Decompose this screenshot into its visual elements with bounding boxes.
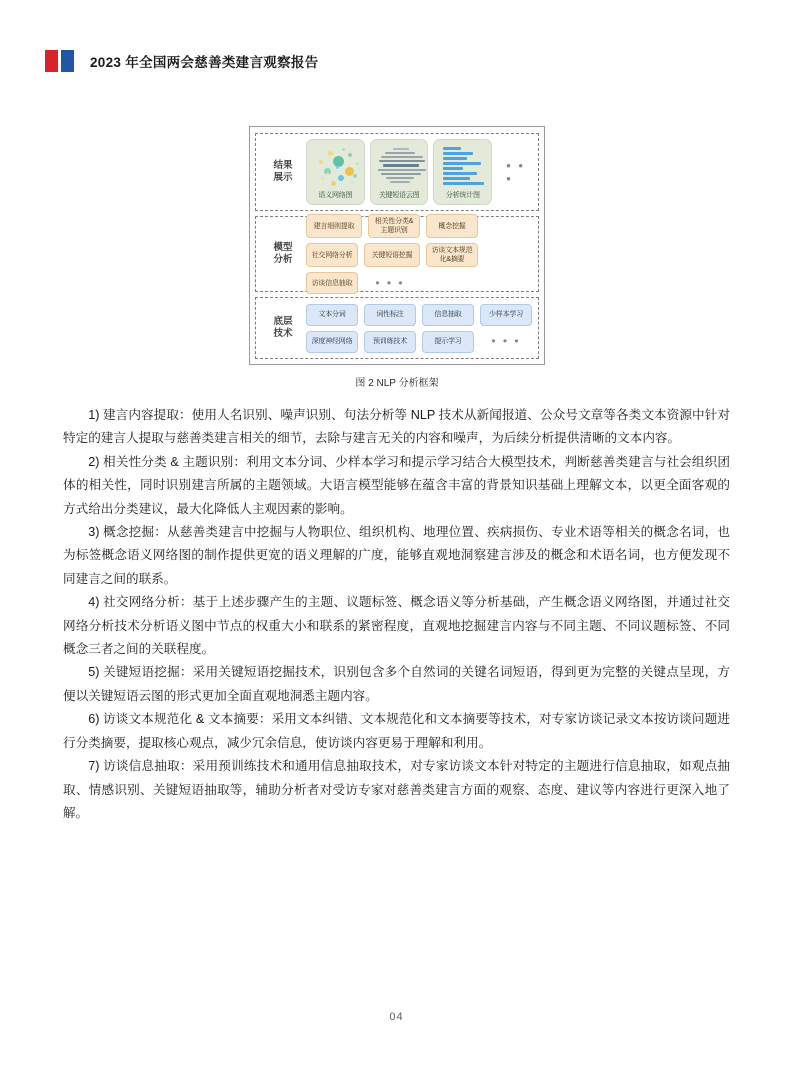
header-title: 2023 年全国两会慈善类建言观察报告 bbox=[90, 55, 319, 70]
technology-chip: 信息抽取 bbox=[422, 304, 474, 326]
model-chip: 关键短语挖掘 bbox=[364, 243, 420, 267]
body-paragraph: 1) 建言内容提取：使用人名识别、噪声识别、句法分析等 NLP 技术从新闻报道、公众号文章等各类文本资源中针对特定的建言人提取与慈善类建言相关的细节，去除与建言无关的内容和噪声，为后续分析提供清晰的文本内容。 bbox=[63, 408, 730, 446]
technology-chip: 文本分词 bbox=[306, 304, 358, 326]
figure-section-technology-label bbox=[260, 316, 306, 340]
thumbnail-semantic-network-caption: 语义网络图 bbox=[318, 192, 353, 199]
semantic-network-icon bbox=[307, 143, 364, 190]
thumbnail-bar-chart-caption: 分析统计图 bbox=[445, 192, 480, 199]
figure-section-model-label-line1: 模型 bbox=[273, 242, 293, 253]
model-chip: 相关性分类& 主题识别 bbox=[368, 214, 420, 238]
technology-chip: 深度神经网络 bbox=[306, 331, 358, 353]
thumbnail-word-cloud-caption: 关键短语云图 bbox=[378, 192, 420, 199]
thumbnail-bar-chart bbox=[433, 139, 492, 205]
figure-frame bbox=[249, 126, 545, 365]
figure-section-results-label bbox=[260, 160, 306, 184]
body-paragraph: 3) 概念挖掘：从慈善类建言中挖掘与人物职位、组织机构、地理位置、疾病损伤、专业术语等相关的概念名词，也为标签概念语义网络图的制作提供更宽的语义理解的广度，能够直观地洞察建言涉及的概念和术语名词，也方便发现不同建言之间的联系。 bbox=[63, 525, 730, 586]
logo-bar-red-icon bbox=[45, 50, 58, 72]
technology-chip: 预训练技术 bbox=[364, 331, 416, 353]
logo-bar-blue-icon bbox=[61, 50, 74, 72]
technology-chip-ellipsis: • • • bbox=[491, 334, 521, 348]
body-paragraph: 5) 关键短语挖掘：采用关键短语挖掘技术，识别包含多个自然词的关键名词短语，得到更为完整的关键点呈现，方便以关键短语云图的形式更加全面直观地洞悉主题内容。 bbox=[63, 665, 730, 703]
results-ellipsis: • • • bbox=[506, 158, 525, 186]
figure-section-model-label-line2: 分析 bbox=[273, 254, 293, 265]
technology-chip: 提示学习 bbox=[422, 331, 474, 353]
figure-section-technology-label-line2: 技术 bbox=[273, 328, 293, 339]
model-chip-grid bbox=[306, 214, 534, 294]
figure-section-results bbox=[255, 133, 539, 211]
page-header bbox=[45, 47, 318, 75]
figure-section-technology-label-line1: 底层 bbox=[273, 316, 293, 327]
page-number: 04 bbox=[389, 1011, 404, 1023]
figure-section-results-body bbox=[306, 139, 534, 205]
thumbnail-semantic-network bbox=[306, 139, 365, 205]
body-paragraph: 6) 访谈文本规范化 & 文本摘要：采用文本纠错、文本规范化和文本摘要等技术，对专家访谈记录文本按访谈问题进行分类摘要，提取核心观点，减少冗余信息，使访谈内容更易于理解和利用。 bbox=[63, 712, 730, 750]
bar-chart-icon bbox=[434, 143, 491, 190]
figure-caption: 图 2 NLP 分析框架 bbox=[355, 378, 439, 389]
figure-nlp-framework bbox=[249, 126, 545, 389]
figure-section-technology bbox=[255, 297, 539, 359]
thumbnail-word-cloud bbox=[370, 139, 429, 205]
model-chip-ellipsis: • • • bbox=[375, 275, 405, 290]
word-cloud-icon bbox=[371, 143, 428, 190]
model-chip: 概念挖掘 bbox=[426, 214, 478, 238]
logo-marks bbox=[45, 50, 74, 72]
figure-section-model bbox=[255, 216, 539, 292]
technology-chip-grid bbox=[306, 304, 534, 353]
model-chip: 访谈信息抽取 bbox=[306, 272, 358, 294]
figure-section-results-label-line1: 结果 bbox=[273, 160, 293, 171]
model-chip: 访谈文本规范 化&摘要 bbox=[426, 243, 478, 267]
body-paragraph: 4) 社交网络分析：基于上述步骤产生的主题、议题标签、概念语义等分析基础，产生概念语义网络图，并通过社交网络分析技术分析语义图中节点的权重大小和联系的紧密程度，直观地挖掘建言内容与不同主题、不同议题标签、不同概念三者之间的关联程度。 bbox=[63, 595, 730, 657]
body-text bbox=[63, 404, 730, 825]
model-chip: 社交网络分析 bbox=[306, 243, 358, 267]
figure-section-technology-body bbox=[306, 304, 534, 353]
figure-section-results-label-line2: 展示 bbox=[273, 172, 293, 183]
technology-chip: 少样本学习 bbox=[480, 304, 532, 326]
figure-section-model-body bbox=[306, 214, 534, 294]
thumbnail-list bbox=[306, 139, 534, 205]
figure-section-model-label bbox=[260, 242, 306, 266]
technology-chip: 词性标注 bbox=[364, 304, 416, 326]
model-chip: 建言细则提取 bbox=[306, 214, 362, 238]
body-paragraph: 2) 相关性分类 & 主题识别：利用文本分词、少样本学习和提示学习结合大模型技术，判断慈善类建言与社会组织团体的相关性，同时识别建言所属的主题领域。大语言模型能够在蕴含丰富的背景知识基础上理解文本，以更全面客观的方式给出分类建议，最大化降低人主观因素的影响。 bbox=[63, 454, 730, 516]
body-paragraph: 7) 访谈信息抽取：采用预训练技术和通用信息抽取技术，对专家访谈文本针对特定的主题进行信息抽取，如观点抽取、情感识别、关键短语抽取等，辅助分析者对受访专家对慈善类建言方面的观察、态度、建议等内容进行更深入地了解。 bbox=[63, 759, 730, 820]
